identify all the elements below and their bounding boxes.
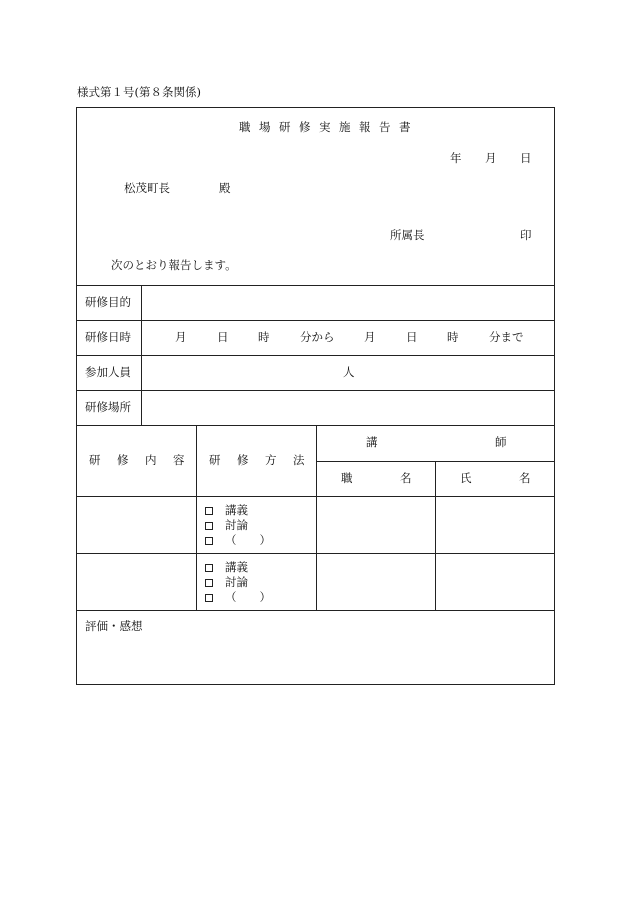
name-header-char: 氏 bbox=[460, 471, 472, 485]
checkbox-icon[interactable] bbox=[205, 564, 213, 572]
datetime-start-month: 月 bbox=[175, 330, 187, 344]
rule-label-column bbox=[141, 285, 142, 425]
checkbox-icon[interactable] bbox=[205, 537, 213, 545]
datetime-end-day: 日 bbox=[406, 330, 418, 344]
title-char: 研 bbox=[279, 120, 291, 134]
method-header-char: 方 bbox=[265, 453, 277, 467]
title-char: 施 bbox=[339, 120, 351, 134]
position-header-char: 名 bbox=[400, 471, 412, 485]
intro-text: 次のとおり報告します。 bbox=[111, 258, 237, 272]
addressee-name: 松茂町長 bbox=[124, 181, 170, 195]
method-option-other[interactable] bbox=[205, 592, 271, 604]
director-seal: 印 bbox=[520, 228, 532, 242]
method-option-lecture[interactable] bbox=[205, 505, 248, 517]
datetime-end-hour: 時 bbox=[447, 330, 459, 344]
title-char: 場 bbox=[259, 120, 271, 134]
datetime-end-minute: 分まで bbox=[489, 330, 524, 344]
option-label: 講義 bbox=[225, 560, 248, 574]
method-option-other[interactable] bbox=[205, 535, 271, 547]
method-option-discussion[interactable] bbox=[205, 520, 248, 532]
checkbox-icon[interactable] bbox=[205, 594, 213, 602]
rule-position-name bbox=[435, 461, 436, 610]
title-char: 告 bbox=[379, 120, 391, 134]
method-header-char: 修 bbox=[237, 453, 249, 467]
option-label: 講義 bbox=[225, 503, 248, 517]
instructor-header-char: 講 bbox=[366, 435, 378, 449]
content-header-char: 研 bbox=[89, 453, 101, 467]
option-label: （ ） bbox=[225, 533, 271, 547]
title-char: 修 bbox=[299, 120, 311, 134]
checkbox-icon[interactable] bbox=[205, 507, 213, 515]
option-label: （ ） bbox=[225, 590, 271, 604]
datetime-end-month: 月 bbox=[364, 330, 376, 344]
rule-after-participants bbox=[76, 390, 555, 391]
method-header-char: 研 bbox=[209, 453, 221, 467]
place-label: 研修場所 bbox=[85, 400, 131, 414]
method-header-char: 法 bbox=[293, 453, 305, 467]
title-char: 職 bbox=[239, 120, 251, 134]
purpose-label: 研修目的 bbox=[85, 295, 131, 309]
datetime-start-minute: 分から bbox=[300, 330, 335, 344]
rule-method-instructor bbox=[316, 425, 317, 610]
rule-content-method bbox=[196, 425, 197, 610]
checkbox-icon[interactable] bbox=[205, 579, 213, 587]
datetime-start-hour: 時 bbox=[258, 330, 270, 344]
title-char: 報 bbox=[359, 120, 371, 134]
datetime-label: 研修日時 bbox=[85, 330, 131, 344]
option-label: 討論 bbox=[225, 518, 248, 532]
content-header-char: 修 bbox=[117, 453, 129, 467]
title-char: 書 bbox=[399, 120, 411, 134]
date-year: 年 bbox=[450, 151, 462, 165]
position-header-char: 職 bbox=[341, 471, 353, 485]
method-option-discussion[interactable] bbox=[205, 577, 248, 589]
name-header-char: 名 bbox=[519, 471, 531, 485]
checkbox-icon[interactable] bbox=[205, 522, 213, 530]
rule-after-entry-2 bbox=[76, 610, 555, 611]
date-day: 日 bbox=[520, 151, 532, 165]
director-label: 所属長 bbox=[390, 228, 425, 242]
addressee-honorific: 殿 bbox=[219, 181, 231, 195]
rule-after-purpose bbox=[76, 320, 555, 321]
participants-unit: 人 bbox=[343, 365, 355, 379]
participants-label: 参加人員 bbox=[85, 365, 131, 379]
title-char: 実 bbox=[319, 120, 331, 134]
form-number: 様式第１号(第８条関係) bbox=[77, 85, 201, 99]
instructor-header-char: 師 bbox=[495, 435, 507, 449]
evaluation-label: 評価・感想 bbox=[85, 619, 143, 633]
option-label: 討論 bbox=[225, 575, 248, 589]
method-option-lecture[interactable] bbox=[205, 562, 248, 574]
content-header-char: 容 bbox=[173, 453, 185, 467]
rule-after-header bbox=[76, 285, 555, 286]
datetime-start-day: 日 bbox=[217, 330, 229, 344]
content-header-char: 内 bbox=[145, 453, 157, 467]
rule-after-datetime bbox=[76, 355, 555, 356]
date-month: 月 bbox=[485, 151, 497, 165]
